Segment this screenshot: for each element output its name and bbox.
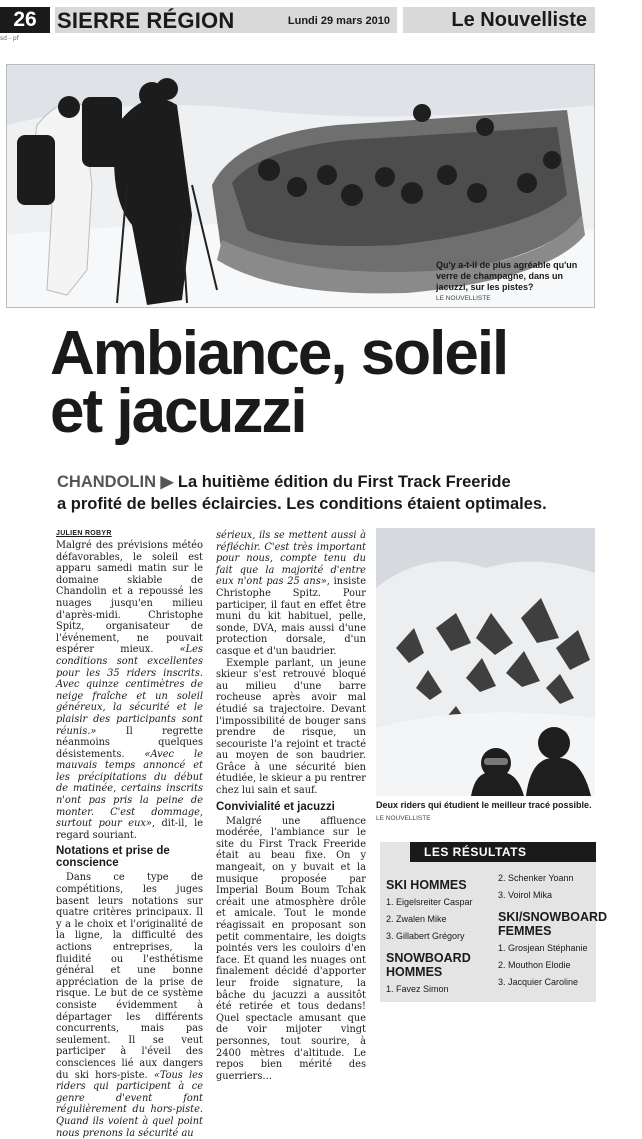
results-column-1: [386, 872, 490, 998]
result-entry: 1. Favez Simon: [386, 984, 449, 994]
paragraph: [56, 540, 203, 841]
paragraph-text: Il regrette néanmoins quelques désistements.: [56, 725, 203, 760]
subheading: Convivialité et jacuzzi: [216, 800, 335, 813]
top-photo-credit: LE NOUVELLISTE: [436, 295, 491, 302]
riders-photo: [376, 528, 595, 796]
results-heading-line: HOMMES: [386, 965, 443, 979]
side-photo-credit: LE NOUVELLISTE: [376, 815, 431, 822]
result-entry: 3. Gillabert Grégory: [386, 931, 465, 941]
headline: [50, 319, 610, 446]
quote: «Avec le mauvais temps annoncé et les précipitations du début de matinée, certains inscrits n'ont pas pris la peine de monter. C'est dommage, surtout pour eux»: [56, 748, 203, 830]
paragraph: [56, 872, 203, 1139]
results-heading-line: SKI/SNOWBOARD: [498, 910, 608, 924]
headline-line-2: et jacuzzi: [50, 377, 306, 446]
results-heading: [386, 951, 490, 979]
result-entry: 3. Jacquier Caroline: [498, 977, 579, 987]
results-heading: [498, 910, 608, 938]
paragraph: [216, 658, 366, 797]
print-mark: sd - pf: [0, 35, 19, 42]
kicker-text-2: a profité de belles éclaircies. Les conditions étaient optimales.: [57, 495, 547, 513]
issue-date: Lundi 29 mars 2010: [287, 15, 390, 27]
quote: «Les conditions sont excellentes pour les 35 riders inscrits. Avec quinze centimètres de neige fraîche et un soleil généreux, la sécurité et le plaisir des participants sont réunis.»: [56, 644, 203, 737]
result-entry: 2. Schenker Yoann: [498, 873, 574, 883]
result-entry: 3. Voirol Mika: [498, 890, 553, 900]
top-photo-caption-text: Qu'y a-t-il de plus agréable qu'un verre de champagne, dans un jacuzzi, sur les pistes?: [436, 260, 578, 292]
headline-line-1: Ambiance, soleil: [50, 319, 508, 388]
kicker: [57, 471, 617, 515]
section-title: SIERRE RÉGION: [55, 7, 397, 33]
jacuzzi-photo: [6, 64, 595, 308]
results-box: [380, 842, 608, 1002]
newspaper-name: Le Nouvelliste: [403, 7, 595, 33]
article-column-1: [56, 530, 203, 1139]
result-entry: 1. Grosjean Stéphanie: [498, 943, 588, 953]
results-title: LES RÉSULTATS: [410, 842, 596, 862]
result-entry: 1. Eigelsreiter Caspar: [386, 897, 473, 907]
quote: «Tous les riders qui participent à ce genre d'event font régulièrement du hors-piste. Quand ils voient à quel point nous prenons la sécurité au: [56, 1069, 204, 1139]
article-column-2: [216, 530, 366, 1082]
byline: JULIEN ROBYR: [56, 530, 112, 537]
top-photo-caption: [436, 260, 586, 302]
result-entry: 2. Mouthon Elodie: [498, 960, 571, 970]
paragraph-text: , insiste Christophe Spitz. Pour participer, il faut en effet être muni du kit habituel, pelle, sonde, DVA, mais aussi d'une protection dorsale, d'un casque et d'un baudrier.: [216, 576, 366, 657]
mountain-scene-image: [376, 528, 595, 796]
results-column-2: [498, 870, 608, 991]
subheading: Notations et prise de conscience: [56, 845, 170, 870]
side-photo-caption: Deux riders qui étudient le meilleur tracé possible.: [376, 800, 592, 810]
page-number: 26: [0, 7, 50, 33]
results-heading: SKI HOMMES: [386, 878, 467, 892]
kicker-place: CHANDOLIN ▶: [57, 473, 174, 491]
paragraph-text: Dans ce type de compétitions, les juges basent leurs notations sur quatre critères principaux. Il y a le choix et l'originalité de la ligne, la difficulté des actions entreprises, la fluidité ou l'esthétisme général et une bonne appréciation de la prise de risque. Le but de ce système consiste évidemment à départager les différents concurrents, mais pas seulement. Il se veut participer à l'éveil des consciences lié aux dangers du ski hors-piste.: [56, 872, 203, 1081]
paragraph: [216, 530, 366, 658]
kicker-text-1: La huitième édition du First Track Freeride: [177, 473, 511, 491]
results-heading-line: FEMMES: [498, 924, 552, 938]
result-entry: 2. Zwalen Mike: [386, 914, 447, 924]
results-heading-line: SNOWBOARD: [386, 951, 471, 965]
paragraph-text: Malgré des prévisions météo défavorables, le soleil est apparu samedi matin sur le domaine skiable de Chandolin et a repoussé les nuages jusqu'en milieu d'après-midi. Christophe Spitz, organisateur de l'événement, ne pouvait espérer mieux.: [56, 540, 203, 656]
paragraph-text: Malgré une affluence modérée, l'ambiance sur le site du First Track Freeride était au beau fixe. On y mangeait, on y buvait et la musique proposée par Imperial Boum Boum Tchak créait une atmosphère drôle et amicale. Tout le monde réagissait en proposant son petit commentaire, les doigts pointés vers les couloirs d'en face. Et quand les nuages ont finalement décidé d'apporter leur froide signature, la bâche du jacuzzi a aussitôt été retirée et tous dedans! Quel spectacle amusant que de voir mijoter vingt personnes, tout sourire, à 2400 mètres d'altitude. Le repos bien mérité des guerriers…: [216, 815, 366, 1082]
quote: sérieux, ils se mettent aussi à réfléchir. C'est très important pour nous, compte tenu du fait que la majorité d'entre eux n'ont pas 25 ans»: [216, 530, 366, 588]
paragraph-text: Exemple parlant, un jeune skieur s'est retrouvé bloqué au milieu d'une barre rocheuse après avoir mal étudié sa trajectoire. Devant l'impossibilité de bouger sans prendre de risque, un secouriste l'a rejoint et tracté au moyen de son baudrier. Grâce à une sécurité bien étudiée, le skieur a pu rentrer chez lui sain et sauf.: [216, 657, 366, 797]
paragraph: [216, 816, 366, 1083]
paragraph-text: , dit-il, le regard souriant.: [56, 818, 203, 841]
